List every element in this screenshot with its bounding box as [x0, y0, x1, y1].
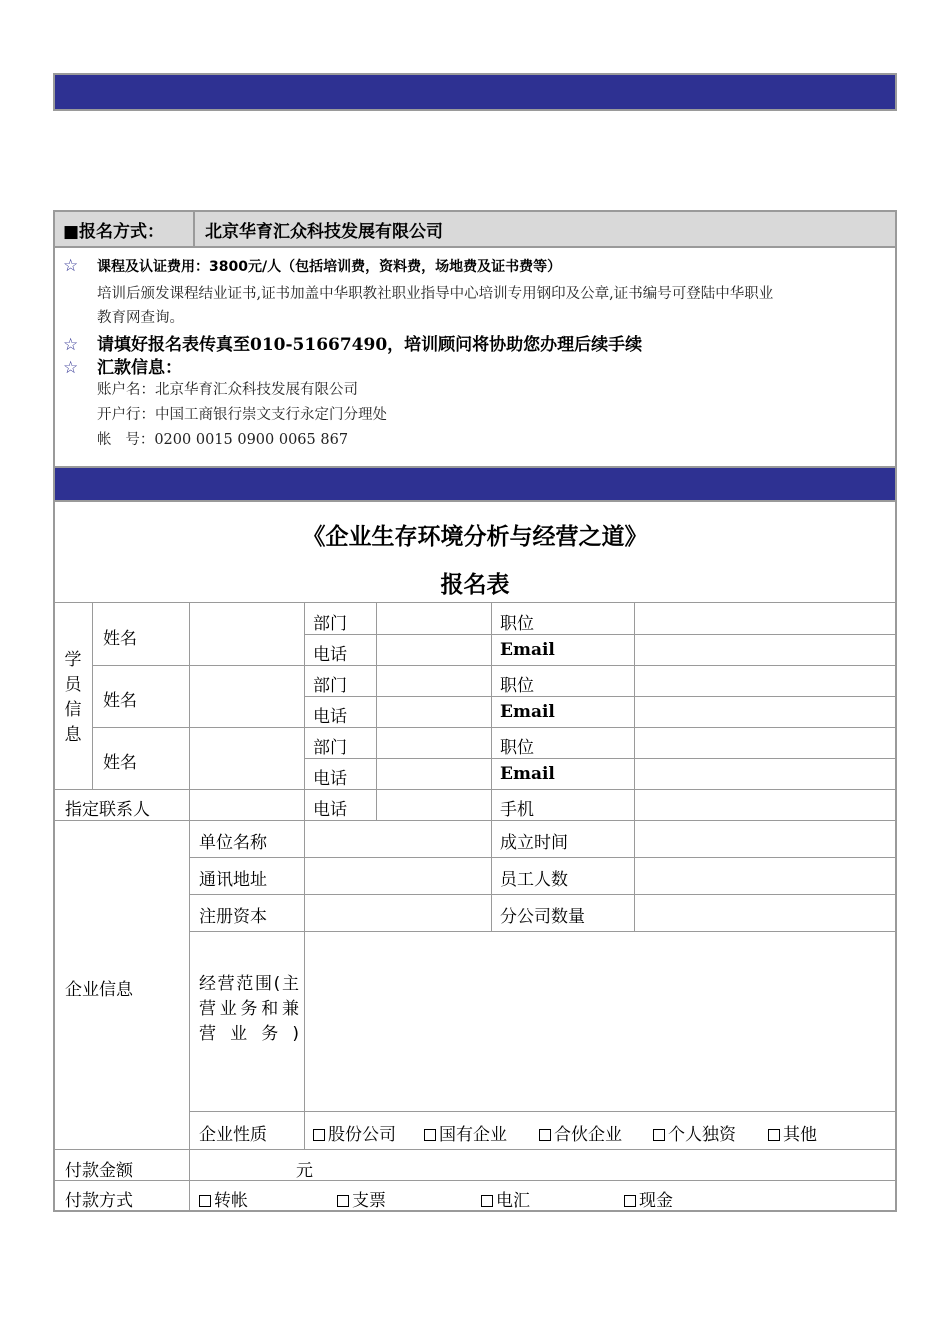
checkbox-icon[interactable]: [199, 1195, 211, 1207]
nature-label: 企业性质: [199, 1125, 267, 1145]
dept-label: 部门: [313, 676, 347, 696]
payment-option[interactable]: 现金: [624, 1186, 673, 1211]
phone-label: 电话: [313, 707, 347, 727]
star-icon: ☆: [63, 256, 79, 276]
email-label: Email: [500, 764, 555, 784]
method-label: ■报名方式：: [55, 212, 195, 246]
address-label: 通讯地址: [199, 870, 267, 890]
nature-option[interactable]: 股份公司: [313, 1120, 396, 1145]
payment-method-label: 付款方式: [65, 1191, 133, 1211]
company-section-label: 企业信息: [65, 980, 133, 1000]
nature-option[interactable]: 其他: [768, 1120, 817, 1145]
name-label: 姓名: [103, 629, 137, 649]
checkbox-icon[interactable]: [539, 1129, 551, 1141]
checkbox-icon[interactable]: [768, 1129, 780, 1141]
email-label: Email: [500, 640, 555, 660]
checkbox-icon[interactable]: [624, 1195, 636, 1207]
phone-label: 电话: [313, 800, 347, 820]
dept-label: 部门: [313, 738, 347, 758]
founded-label: 成立时间: [500, 833, 568, 853]
position-label: 职位: [500, 676, 534, 696]
phone-label: 电话: [313, 769, 347, 789]
contact-label: 指定联系人: [65, 800, 150, 820]
phone-label: 电话: [313, 645, 347, 665]
course-title: 《企业生存环境分析与经营之道》: [302, 524, 648, 550]
checkbox-icon[interactable]: [337, 1195, 349, 1207]
payment-option[interactable]: 支票: [337, 1186, 386, 1211]
remit-item: [63, 353, 182, 378]
unit-name-label: 单位名称: [199, 833, 267, 853]
form-title: 报名表: [440, 572, 510, 598]
middle-banner: [53, 466, 897, 502]
checkbox-icon[interactable]: [481, 1195, 493, 1207]
checkbox-icon[interactable]: [653, 1129, 665, 1141]
payment-option[interactable]: 转帐: [199, 1186, 248, 1211]
dept-label: 部门: [313, 614, 347, 634]
top-banner: [53, 73, 897, 111]
cert-text-1: 培训后颁发课程结业证书,证书加盖中华职教社职业指导中心培训专用钢印及公章,证书编号可登陆中华职业: [97, 286, 774, 302]
company-name: 北京华育汇众科技发展有限公司: [205, 221, 443, 242]
registration-form: [53, 500, 897, 1212]
currency-unit: 元: [296, 1161, 313, 1181]
mobile-label: 手机: [500, 800, 534, 820]
capital-label: 注册资本: [199, 907, 267, 927]
nature-option[interactable]: 国有企业: [424, 1120, 507, 1145]
star-icon: ☆: [63, 358, 79, 378]
registration-info: [53, 210, 897, 468]
branches-label: 分公司数量: [500, 907, 585, 927]
checkbox-icon[interactable]: [313, 1129, 325, 1141]
position-label: 职位: [500, 738, 534, 758]
payment-amount-label: 付款金额: [65, 1161, 133, 1181]
fax-text: 请填好报名表传真至010-51667490，培训顾问将协助您办理后续手续: [97, 335, 643, 355]
position-label: 职位: [500, 614, 534, 634]
student-section-label: 学员信息: [64, 650, 82, 745]
fee-text: 课程及认证费用：3800元/人（包括培训费，资料费，场地费及证书费等）: [97, 259, 562, 275]
payment-option[interactable]: 电汇: [481, 1186, 530, 1211]
nature-option[interactable]: 合伙企业: [539, 1120, 622, 1145]
registration-header: [55, 212, 895, 248]
email-label: Email: [500, 702, 555, 722]
fax-item: [63, 330, 642, 355]
fee-item: [63, 256, 561, 276]
employees-label: 员工人数: [500, 870, 568, 890]
cert-text-2: 教育网查询。: [97, 310, 184, 326]
star-icon: ☆: [63, 335, 79, 355]
bank-name: 开户行：中国工商银行崇文支行永定门分理处: [97, 407, 387, 423]
account-number: 帐 号：0200 0015 0900 0065 867: [97, 432, 349, 448]
checkbox-icon[interactable]: [424, 1129, 436, 1141]
nature-option[interactable]: 个人独资: [653, 1120, 736, 1145]
name-label: 姓名: [103, 691, 137, 711]
remit-title: 汇款信息：: [97, 358, 182, 378]
business-scope-label: 经营范围(主营业务和兼营业务): [199, 974, 299, 1044]
name-label: 姓名: [103, 753, 137, 773]
account-name: 账户名：北京华育汇众科技发展有限公司: [97, 382, 358, 398]
